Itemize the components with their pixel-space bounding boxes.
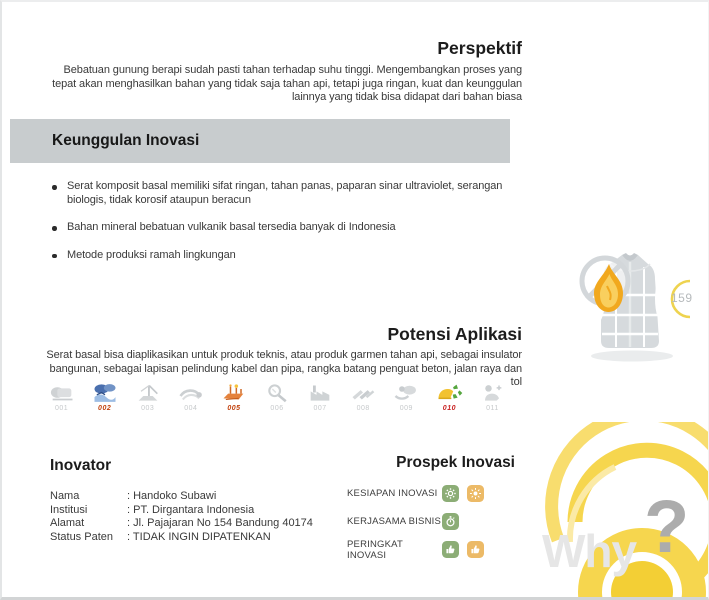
gear-badge-green: [442, 485, 459, 502]
offshore-platform-icon: [220, 382, 248, 403]
application-006: 006: [255, 382, 298, 412]
keunggulan-title: Keunggulan Inovasi: [52, 132, 200, 149]
prospek-row-kerjasama: KERJASAMA BISNIS: [347, 513, 522, 530]
construction-crane-icon: [134, 382, 162, 403]
prospek-title: Prospek Inovasi: [396, 454, 515, 471]
timer-badge-green: [442, 513, 459, 530]
page-number-badge: [660, 278, 704, 320]
list-item: Bahan mineral bebatuan vulkanik basal tersedia banyak di Indonesia: [50, 221, 524, 235]
keunggulan-list: [50, 180, 524, 276]
sun-badge-orange: [467, 485, 484, 502]
perspektif-title: Perspektif: [437, 38, 522, 58]
table-row: Nama : Handoko Subawi: [50, 490, 217, 502]
inovator-table: [50, 490, 340, 544]
table-row: Alamat : Jl. Pajajaran No 154 Bandung 40174: [50, 517, 313, 529]
inspection-tool-icon: [263, 382, 291, 403]
textile-roll-icon: [48, 382, 76, 403]
fire-resistant-icon: [576, 252, 642, 331]
prospek-row-peringkat: PERINGKAT INOVASI: [347, 541, 522, 558]
application-004: 004: [169, 382, 212, 412]
application-003: 003: [126, 382, 169, 412]
why-watermark: [540, 422, 709, 599]
application-009: 009: [385, 382, 428, 412]
why-question: ?: [644, 485, 690, 568]
cable-wire-icon: [177, 382, 205, 403]
table-row: Institusi : PT. Dirgantara Indonesia: [50, 503, 255, 516]
marine-transport-icon: [91, 382, 119, 403]
thumbs-up-badge-orange: [467, 541, 484, 558]
factory-building-icon: [306, 382, 334, 403]
application-010: 010: [428, 382, 471, 412]
application-002: 002: [83, 382, 126, 412]
table-row: Status Paten : TIDAK INGIN DIPATENKAN: [50, 530, 271, 543]
application-icon-strip: [40, 382, 514, 412]
perspektif-body: Bebatuan gunung berapi sudah pasti tahan terhadap suhu tinggi. Mengembangkan proses yang tepat akan menghasilkan bahan yang tidak saja tahan api, tetapi juga ringan, kuat dan keunggulan lainnya yang tidak bisa didapat dari bahan biasa: [52, 64, 522, 103]
application-005: 005: [212, 382, 255, 412]
potensi-body: Serat basal bisa diaplikasikan untuk produk teknis, atau produk garmen tahan api, sebagai insulator bangunan, sebagai lapisan pelindung kabel dan pipa, rangka batang penguat beton, jalan raya dan tol: [46, 349, 522, 388]
layered-sheets-icon: [349, 382, 377, 403]
application-011: 011: [471, 382, 514, 412]
safety-recycle-icon: [435, 382, 463, 403]
thumbs-up-badge-green: [442, 541, 459, 558]
page-number: 159: [671, 291, 693, 305]
application-008: 008: [342, 382, 385, 412]
potensi-title: Potensi Aplikasi: [387, 324, 522, 344]
prospek-row-kesiapan: KESIAPAN INOVASI: [347, 485, 522, 502]
handcraft-icon: [392, 382, 420, 403]
list-item: Metode produksi ramah lingkungan: [50, 249, 524, 263]
machinery-icon: [478, 382, 506, 403]
inovator-title: Inovator: [50, 457, 112, 474]
why-text: Why: [542, 525, 637, 577]
keunggulan-banner: [10, 119, 510, 163]
application-001: 001: [40, 382, 83, 412]
application-007: 007: [299, 382, 342, 412]
list-item: Serat komposit basal memiliki sifat ringan, tahan panas, paparan sinar ultraviolet, serangan biologis, tidak korosif ataupun beracun: [50, 180, 524, 207]
